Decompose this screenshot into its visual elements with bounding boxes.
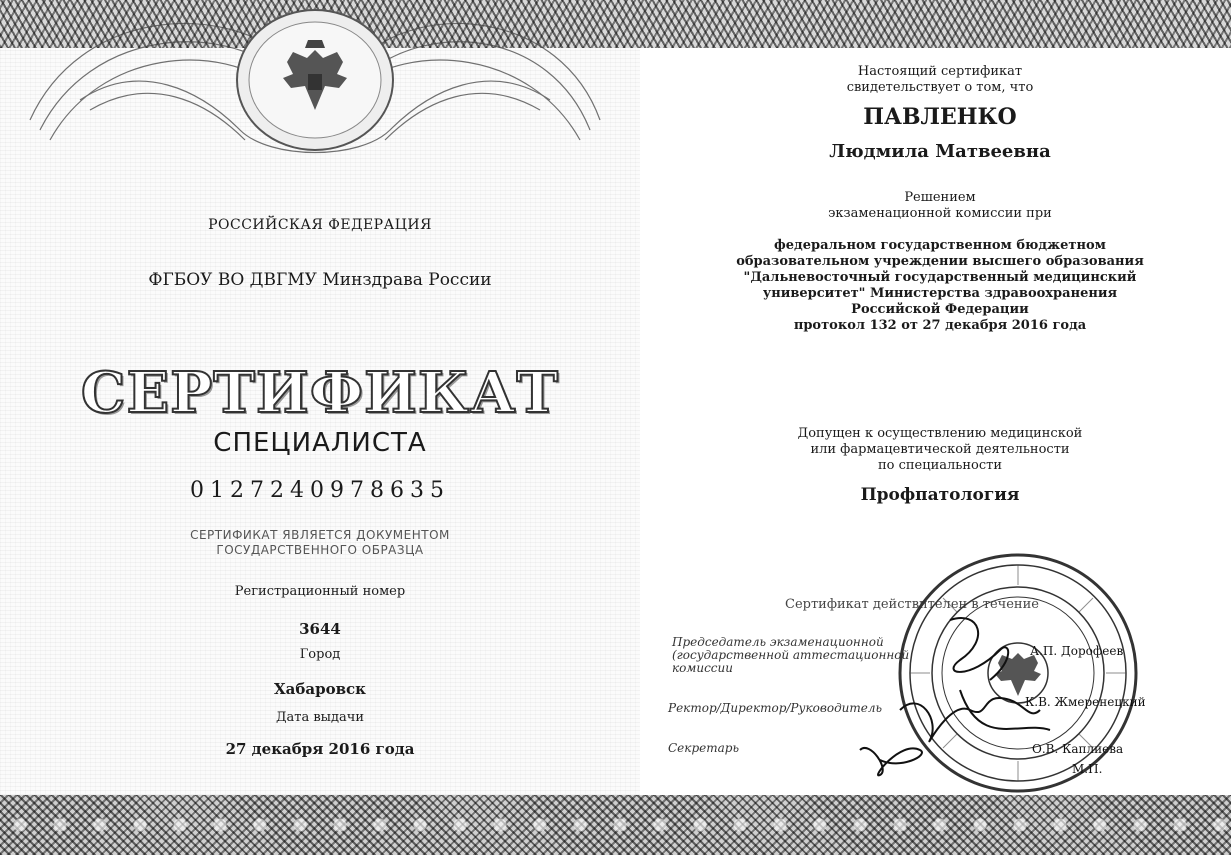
institution-line-1: федеральном государственном бюджетном (774, 238, 1106, 253)
holder-surname: ПАВЛЕНКО (863, 104, 1017, 130)
intro-line-1: Настоящий сертификат (857, 64, 1023, 79)
specialty-name: Профпатология (860, 485, 1020, 505)
decision-line-1: Решением (904, 190, 976, 205)
document-note (0, 528, 640, 558)
admission-line-2: или фармацевтической деятельности (810, 442, 1070, 457)
holder-given-names: Людмила Матвеевна (829, 141, 1051, 162)
double-headed-eagle-icon (265, 30, 365, 130)
institution-line-2: образовательном учреждении высшего образования (736, 254, 1144, 269)
secretary-signer-name: О.В. Каплиева (1032, 742, 1124, 756)
issue-date-value: 27 декабря 2016 года (225, 740, 415, 758)
federation-label: РОССИЙСКАЯ ФЕДЕРАЦИЯ (208, 217, 432, 233)
chair-label-line-3: комиссии (672, 661, 733, 675)
reg-number-label: Регистрационный номер (234, 584, 406, 599)
chair-signer-name: А.П. Дорофеев (1030, 644, 1124, 658)
document-note-line-2: ГОСУДАРСТВЕННОГО ОБРАЗЦА (216, 543, 424, 557)
city-label: Город (299, 647, 341, 662)
rector-signer-name: К.В. Жмеренецкий (1025, 695, 1146, 709)
reg-number-value: 3644 (299, 620, 341, 638)
institution-line-5: Российской Федерации (851, 302, 1029, 317)
bottom-guilloche-border (0, 795, 1231, 855)
rector-label: Ректор/Директор/Руководитель (668, 701, 883, 715)
institution-line-3: "Дальневосточный государственный медицинский (743, 270, 1137, 285)
admission-block (690, 426, 1190, 474)
secretary-label: Секретарь (668, 741, 739, 755)
organization-name: ФГБОУ ВО ДВГМУ Минздрава России (148, 270, 492, 290)
chair-label-line-1: Председатель экзаменационной (672, 635, 884, 649)
decision-line-2: экзаменационной комиссии при (828, 206, 1052, 221)
certificate-title: СЕРТИФИКАТ (80, 360, 560, 426)
intro-line-2: свидетельствует о том, что (846, 80, 1034, 95)
chair-label-line-2: (государственной аттестационной (672, 648, 910, 662)
admission-line-3: по специальности (877, 458, 1002, 473)
validity-text: Сертификат действителен в течение (785, 597, 1039, 612)
institution-block (690, 238, 1190, 334)
certificate-number: 0127240978635 (190, 478, 450, 503)
document-note-line-1: СЕРТИФИКАТ ЯВЛЯЕТСЯ ДОКУМЕНТОМ (190, 528, 450, 542)
issue-date-label: Дата выдачи (275, 710, 365, 725)
city-value: Хабаровск (274, 680, 366, 698)
admission-line-1: Допущен к осуществлению медицинской (797, 426, 1083, 441)
protocol-line: протокол 132 от 27 декабря 2016 года (793, 318, 1087, 333)
certificate-subtitle: СПЕЦИАЛИСТА (213, 428, 427, 458)
seal-place-mark: М.П. (1072, 762, 1103, 776)
institution-line-4: университет" Министерства здравоохранения (762, 286, 1118, 301)
